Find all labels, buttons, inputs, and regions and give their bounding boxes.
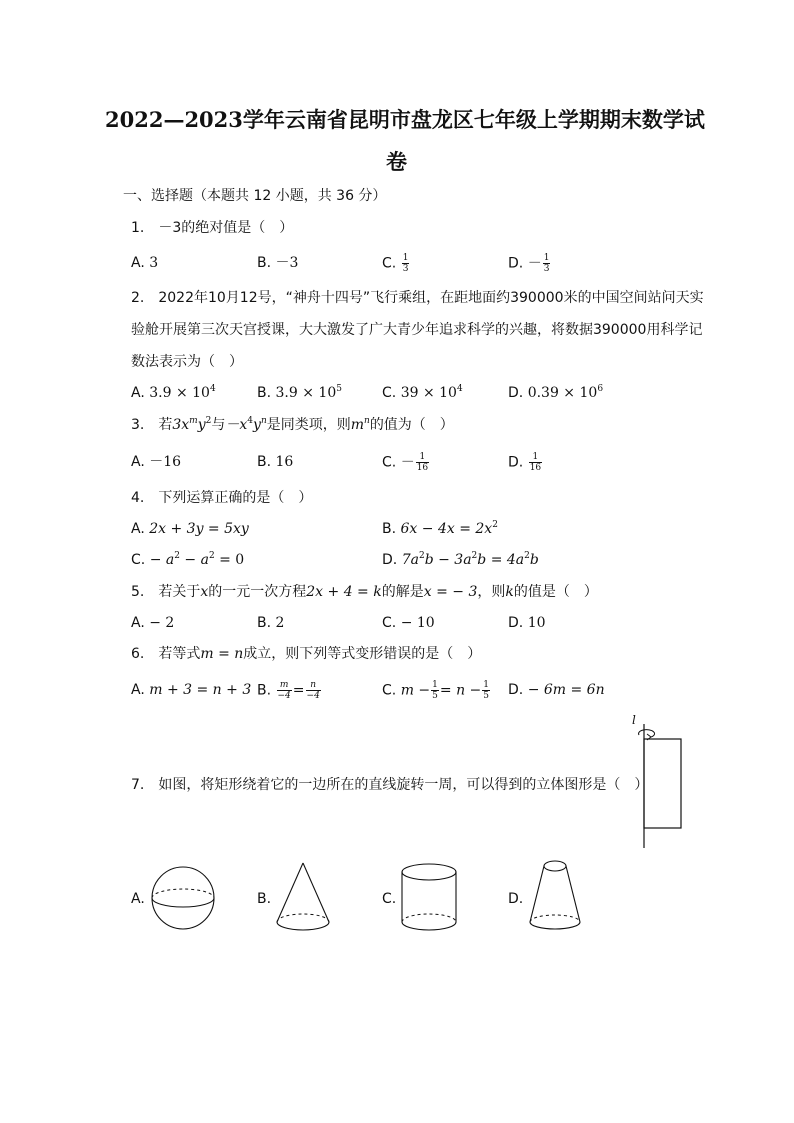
q6-option-d: D. − 6m = 6n	[508, 682, 605, 698]
page-title-line-2: 卷	[386, 149, 407, 174]
rotation-diagram	[628, 710, 690, 852]
q1-option-b-value: －3	[275, 255, 299, 271]
q2-option-b: B. $3.9 \times 10^5$	[257, 384, 342, 401]
cylinder-figure	[399, 860, 459, 934]
q3-option-c: C. － $\frac{1}{16}$	[382, 452, 429, 473]
q3-option-d: D. $\frac{1}{16}$	[508, 452, 542, 473]
q7-stem: 7. 如图，将矩形绕着它的一边所在的直线旋转一周，可以得到的立体图形是（ ）	[131, 777, 649, 793]
rotation-arrow-icon	[639, 730, 655, 737]
q7-option-d-label: D.	[508, 891, 524, 907]
cone-figure	[274, 860, 332, 934]
frustum-figure	[526, 856, 584, 934]
q2-option-d: D. $0.39 \times 10^6$	[508, 384, 604, 401]
q6-stem: 6. 若等式m = n成立，则下列等式变形错误的是（ ）	[131, 646, 482, 662]
q5-option-b: B. 2	[257, 615, 285, 631]
q1-option-d: D. － $\frac{1}{3}$	[508, 253, 550, 274]
rectangle-shape	[644, 739, 681, 828]
q1-stem: 1. －3的绝对值是（ ）	[131, 220, 294, 236]
q3-option-a: A. －16	[131, 454, 182, 470]
q1-option-a-value: 3	[149, 255, 159, 271]
q3-option-c-fraction: $\frac{1}{16}$	[416, 452, 429, 473]
q2-stem-line-2: 验舱开展第三次天宫授课，大大激发了广大青少年追求科学的兴趣，将数据390000用科学记	[131, 322, 703, 338]
q1-option-b-label: B.	[257, 255, 272, 271]
page-title-line-1: 2022—2023学年云南省昆明市盘龙区七年级上学期期末数学试	[105, 107, 705, 132]
q7-option-a-label: A.	[131, 891, 145, 907]
q4-option-a: A. 2x + 3y = 5xy	[131, 521, 249, 537]
q4-option-d: D. $7a^2b - 3a^2b = 4a^2b$	[382, 551, 539, 568]
q2-option-a: A. $3.9 \times 10^4$	[131, 384, 216, 401]
axis-label: l	[632, 713, 636, 727]
q2-stem-line-3: 数法表示为（ ）	[131, 354, 243, 370]
q5-option-a: A. − 2	[131, 615, 175, 631]
sphere-figure	[150, 865, 216, 931]
q5-option-d: D. 10	[508, 615, 546, 631]
q5-option-c: C. − 10	[382, 615, 435, 631]
q2-stem-line-1: 2. 2022年10月12号，“神舟十四号”飞行乘组，在距地面约390000米的中国空间站问天实	[131, 290, 704, 306]
q1-option-d-label: D.	[508, 255, 524, 272]
q7-option-b-label: B.	[257, 891, 272, 907]
q4-option-b: B. $6x - 4x = 2x^2$	[382, 520, 498, 537]
q6-option-b-left-fraction: $\frac{m}{-4}$	[277, 680, 291, 701]
q6-option-a: A. m + 3 = n + 3	[131, 682, 252, 698]
q1-option-a-label: A.	[131, 255, 145, 271]
q7-option-c-label: C.	[382, 891, 397, 907]
q4-stem: 4. 下列运算正确的是（ ）	[131, 490, 313, 506]
q6-option-b-right-fraction: $\frac{n}{-4}$	[306, 680, 320, 701]
q1-option-d-fraction: $\frac{1}{3}$	[543, 253, 550, 274]
q4-option-c: C. − $a^2 - a^2 = 0$	[131, 551, 245, 568]
q3-option-b: B. 16	[257, 454, 294, 470]
q2-option-c: C. $39 \times 10^4$	[382, 384, 463, 401]
q3-stem: 3. 若$3x^my^2$与$-x^4y^n$是同类项，则$m^n$的值为（ ）	[131, 416, 454, 433]
q3-option-d-fraction: $\frac{1}{16}$	[529, 452, 542, 473]
q1-option-a	[131, 253, 158, 273]
q6-option-c: C. m − $\frac{1}{5}$ = n − $\frac{1}{5}$	[382, 680, 490, 701]
section-header: 一、选择题（本题共 12 小题，共 36 分）	[123, 188, 387, 204]
q6-option-b: B. $\frac{m}{-4}$ = $\frac{n}{-4}$	[257, 680, 320, 701]
q1-option-b	[257, 253, 298, 273]
q1-option-c	[382, 253, 410, 274]
q1-option-c-label: C.	[382, 255, 397, 272]
q1-option-c-fraction: $\frac{1}{3}$	[402, 253, 409, 274]
q5-stem: 5. 若关于x的一元一次方程2x + 4 = k的解是x = − 3，则k的值是（ ）	[131, 584, 598, 600]
